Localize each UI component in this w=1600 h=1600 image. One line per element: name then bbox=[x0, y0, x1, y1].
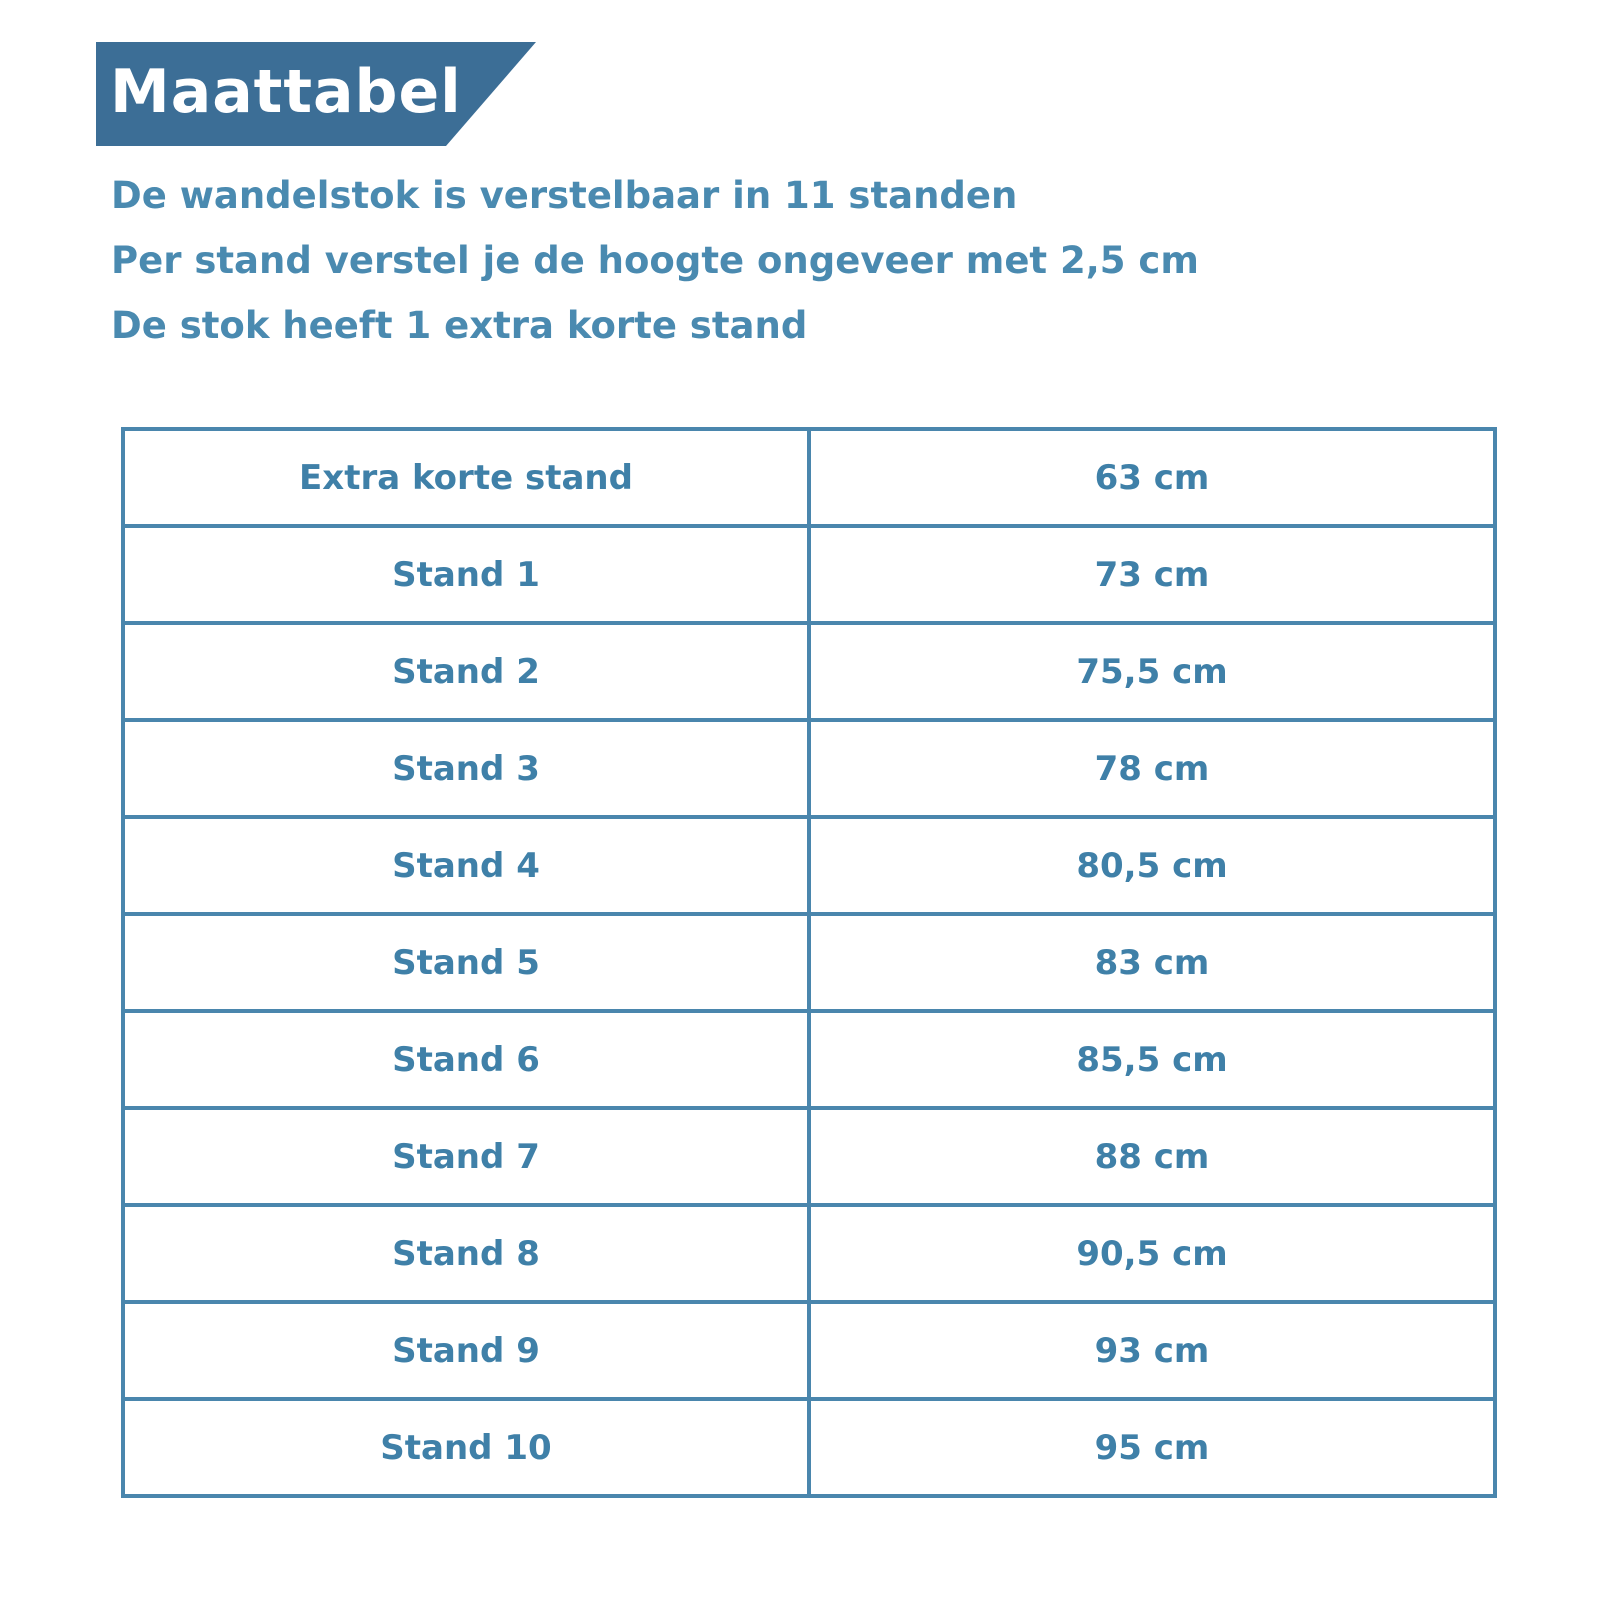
height-cell: 80,5 cm bbox=[809, 817, 1495, 914]
table-row bbox=[123, 429, 1495, 526]
height-cell: 75,5 cm bbox=[809, 623, 1495, 720]
height-cell: 63 cm bbox=[809, 429, 1495, 526]
intro-line-step-size: Per stand verstel je de hoogte ongeveer met 2,5 cm bbox=[111, 239, 1199, 282]
table-row bbox=[123, 1205, 1495, 1302]
height-cell: 95 cm bbox=[809, 1399, 1495, 1496]
table-row bbox=[123, 720, 1495, 817]
height-cell: 73 cm bbox=[809, 526, 1495, 623]
stand-cell: Stand 6 bbox=[123, 1011, 809, 1108]
stand-cell: Stand 9 bbox=[123, 1302, 809, 1399]
table-row bbox=[123, 914, 1495, 1011]
table-row bbox=[123, 1302, 1495, 1399]
stand-cell: Stand 4 bbox=[123, 817, 809, 914]
height-cell: 90,5 cm bbox=[809, 1205, 1495, 1302]
table-row bbox=[123, 817, 1495, 914]
height-cell: 88 cm bbox=[809, 1108, 1495, 1205]
height-cell: 83 cm bbox=[809, 914, 1495, 1011]
intro-line-extra-short: De stok heeft 1 extra korte stand bbox=[111, 304, 808, 347]
stand-cell: Stand 1 bbox=[123, 526, 809, 623]
intro-text bbox=[111, 163, 1199, 358]
stand-cell: Stand 5 bbox=[123, 914, 809, 1011]
stand-cell: Stand 10 bbox=[123, 1399, 809, 1496]
table-row bbox=[123, 1011, 1495, 1108]
stand-cell: Stand 8 bbox=[123, 1205, 809, 1302]
table-row bbox=[123, 526, 1495, 623]
height-cell: 93 cm bbox=[809, 1302, 1495, 1399]
height-cell: 85,5 cm bbox=[809, 1011, 1495, 1108]
table-row bbox=[123, 1399, 1495, 1496]
intro-line-adjustable: De wandelstok is verstelbaar in 11 standen bbox=[111, 174, 1018, 217]
height-cell: 78 cm bbox=[809, 720, 1495, 817]
stand-cell: Stand 7 bbox=[123, 1108, 809, 1205]
stand-cell: Stand 2 bbox=[123, 623, 809, 720]
table-row bbox=[123, 623, 1495, 720]
size-table bbox=[121, 427, 1497, 1498]
page-title: Maattabel bbox=[110, 57, 462, 127]
title-banner bbox=[96, 42, 536, 146]
stand-cell: Extra korte stand bbox=[123, 429, 809, 526]
table-row bbox=[123, 1108, 1495, 1205]
stand-cell: Stand 3 bbox=[123, 720, 809, 817]
